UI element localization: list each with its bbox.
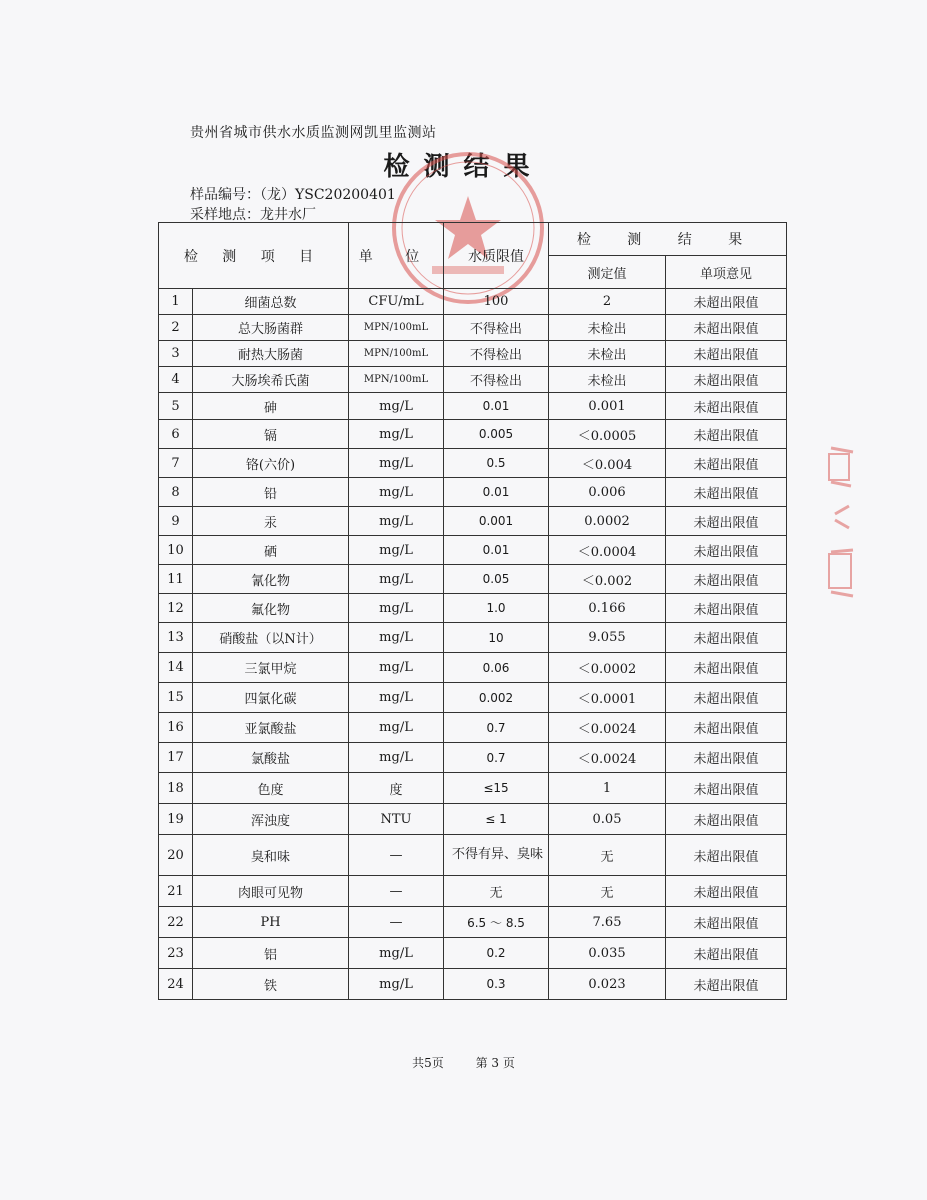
opinion: 未超出限值 [666, 341, 787, 367]
header-measured: 测定值 [549, 256, 666, 289]
measured-value: 未检出 [549, 367, 666, 393]
measured-value: 未检出 [549, 315, 666, 341]
opinion: 未超出限值 [666, 623, 787, 653]
opinion: 未超出限值 [666, 683, 787, 713]
unit: mg/L [349, 536, 444, 565]
measured-value: 0.035 [549, 938, 666, 969]
limit: ≤ 1 [444, 804, 549, 835]
table-row [159, 713, 787, 743]
table-row [159, 341, 787, 367]
item-name: 硝酸盐（以N计） [193, 623, 349, 653]
limit: 不得检出 [444, 341, 549, 367]
item-name: 耐热大肠菌 [193, 341, 349, 367]
table-row [159, 683, 787, 713]
measured-value: ＜0.0001 [549, 683, 666, 713]
limit: 0.01 [444, 536, 549, 565]
row-number: 16 [159, 713, 193, 743]
sample-number [190, 184, 396, 204]
table-row [159, 907, 787, 938]
opinion: 未超出限值 [666, 507, 787, 536]
limit: 0.7 [444, 743, 549, 773]
results-body [159, 289, 787, 1000]
opinion: 未超出限值 [666, 713, 787, 743]
table-row [159, 289, 787, 315]
item-name: 四氯化碳 [193, 683, 349, 713]
opinion: 未超出限值 [666, 393, 787, 420]
table-row [159, 449, 787, 478]
measured-value: ＜0.0024 [549, 743, 666, 773]
row-number: 7 [159, 449, 193, 478]
row-number: 11 [159, 565, 193, 594]
row-number: 12 [159, 594, 193, 623]
unit: mg/L [349, 420, 444, 449]
row-number: 22 [159, 907, 193, 938]
item-name: 硒 [193, 536, 349, 565]
limit: 无 [444, 876, 549, 907]
table-row [159, 478, 787, 507]
sample-number-value: （龙）YSC20200401 [260, 187, 396, 203]
table-row [159, 420, 787, 449]
item-name: 汞 [193, 507, 349, 536]
table-row [159, 773, 787, 804]
opinion: 未超出限值 [666, 315, 787, 341]
table-row [159, 536, 787, 565]
limit: 0.7 [444, 713, 549, 743]
current-page: 第 3 页 [475, 1056, 515, 1070]
row-number: 5 [159, 393, 193, 420]
limit: 0.05 [444, 565, 549, 594]
measured-value: ＜0.0024 [549, 713, 666, 743]
row-number: 4 [159, 367, 193, 393]
opinion: 未超出限值 [666, 289, 787, 315]
limit: 不得检出 [444, 315, 549, 341]
table-row [159, 804, 787, 835]
opinion: 未超出限值 [666, 804, 787, 835]
table-row [159, 835, 787, 876]
total-pages: 共5页 [412, 1056, 444, 1070]
item-name: 铬(六价) [193, 449, 349, 478]
organization-name: 贵州省城市供水水质监测网凯里监测站 [190, 125, 437, 141]
measured-value: 0.001 [549, 393, 666, 420]
item-name: 砷 [193, 393, 349, 420]
limit: 1.0 [444, 594, 549, 623]
limit: 0.01 [444, 393, 549, 420]
opinion: 未超出限值 [666, 420, 787, 449]
row-number: 23 [159, 938, 193, 969]
item-name: 亚氯酸盐 [193, 713, 349, 743]
header-opinion: 单项意见 [666, 256, 787, 289]
edge-seal-icon [827, 442, 857, 602]
table-row [159, 653, 787, 683]
item-name: 肉眼可见物 [193, 876, 349, 907]
row-number: 2 [159, 315, 193, 341]
measured-value: 0.05 [549, 804, 666, 835]
unit: MPN/100mL [349, 315, 444, 341]
limit: 0.5 [444, 449, 549, 478]
table-row [159, 623, 787, 653]
opinion: 未超出限值 [666, 743, 787, 773]
measured-value: ＜0.002 [549, 565, 666, 594]
unit: mg/L [349, 713, 444, 743]
row-number: 24 [159, 969, 193, 1000]
page-title: 检测结果 [383, 152, 544, 182]
opinion: 未超出限值 [666, 565, 787, 594]
table-row [159, 315, 787, 341]
measured-value: 0.166 [549, 594, 666, 623]
unit: — [349, 876, 444, 907]
header-item: 检 测 项 目 [159, 223, 349, 289]
measured-value: 无 [549, 835, 666, 876]
unit: mg/L [349, 743, 444, 773]
measured-value: 未检出 [549, 341, 666, 367]
row-number: 10 [159, 536, 193, 565]
limit: ≤15 [444, 773, 549, 804]
item-name: 铅 [193, 478, 349, 507]
limit: 不得有异、臭味 [444, 835, 549, 876]
opinion: 未超出限值 [666, 876, 787, 907]
opinion: 未超出限值 [666, 594, 787, 623]
unit: 度 [349, 773, 444, 804]
measured-value: ＜0.004 [549, 449, 666, 478]
row-number: 9 [159, 507, 193, 536]
row-number: 18 [159, 773, 193, 804]
unit: — [349, 907, 444, 938]
limit: 0.2 [444, 938, 549, 969]
unit: MPN/100mL [349, 341, 444, 367]
unit: mg/L [349, 449, 444, 478]
sampling-location [190, 204, 316, 224]
measured-value: 2 [549, 289, 666, 315]
row-number: 3 [159, 341, 193, 367]
row-number: 17 [159, 743, 193, 773]
measured-value: 0.023 [549, 969, 666, 1000]
item-name: 氟化物 [193, 594, 349, 623]
item-name: 镉 [193, 420, 349, 449]
opinion: 未超出限值 [666, 367, 787, 393]
item-name: 总大肠菌群 [193, 315, 349, 341]
measured-value: ＜0.0002 [549, 653, 666, 683]
measured-value: ＜0.0005 [549, 420, 666, 449]
row-number: 13 [159, 623, 193, 653]
measured-value: 9.055 [549, 623, 666, 653]
item-name: 臭和味 [193, 835, 349, 876]
limit: 6.5 ～ 8.5 [444, 907, 549, 938]
table-row [159, 565, 787, 594]
item-name: 浑浊度 [193, 804, 349, 835]
unit: mg/L [349, 623, 444, 653]
limit: 0.001 [444, 507, 549, 536]
table-row [159, 594, 787, 623]
limit: 0.01 [444, 478, 549, 507]
item-name: 大肠埃希氏菌 [193, 367, 349, 393]
sampling-location-label: 采样地点： [190, 207, 260, 223]
measured-value: ＜0.0004 [549, 536, 666, 565]
item-name: 三氯甲烷 [193, 653, 349, 683]
unit: NTU [349, 804, 444, 835]
opinion: 未超出限值 [666, 449, 787, 478]
limit: 0.002 [444, 683, 549, 713]
limit: 10 [444, 623, 549, 653]
opinion: 未超出限值 [666, 969, 787, 1000]
unit: CFU/mL [349, 289, 444, 315]
unit: mg/L [349, 938, 444, 969]
header-unit: 单 位 [349, 223, 444, 289]
row-number: 6 [159, 420, 193, 449]
row-number: 19 [159, 804, 193, 835]
measured-value: 无 [549, 876, 666, 907]
measured-value: 0.0002 [549, 507, 666, 536]
opinion: 未超出限值 [666, 835, 787, 876]
item-name: 色度 [193, 773, 349, 804]
unit: mg/L [349, 507, 444, 536]
opinion: 未超出限值 [666, 478, 787, 507]
measured-value: 0.006 [549, 478, 666, 507]
sample-number-label: 样品编号： [190, 187, 260, 203]
unit: mg/L [349, 393, 444, 420]
sampling-location-value: 龙井水厂 [260, 207, 316, 223]
row-number: 1 [159, 289, 193, 315]
unit: mg/L [349, 969, 444, 1000]
page-footer [0, 1054, 927, 1071]
header-result: 检 测 结 果 [549, 223, 787, 256]
item-name: 细菌总数 [193, 289, 349, 315]
table-row [159, 507, 787, 536]
unit: mg/L [349, 683, 444, 713]
table-row [159, 938, 787, 969]
measured-value: 7.65 [549, 907, 666, 938]
unit: mg/L [349, 653, 444, 683]
opinion: 未超出限值 [666, 938, 787, 969]
opinion: 未超出限值 [666, 907, 787, 938]
results-table [158, 222, 787, 1000]
item-name: 铝 [193, 938, 349, 969]
table-row [159, 393, 787, 420]
opinion: 未超出限值 [666, 773, 787, 804]
opinion: 未超出限值 [666, 653, 787, 683]
unit: MPN/100mL [349, 367, 444, 393]
table-row [159, 876, 787, 907]
row-number: 15 [159, 683, 193, 713]
unit: mg/L [349, 594, 444, 623]
unit: mg/L [349, 565, 444, 594]
item-name: 氰化物 [193, 565, 349, 594]
table-row [159, 367, 787, 393]
item-name: 氯酸盐 [193, 743, 349, 773]
row-number: 14 [159, 653, 193, 683]
table-row [159, 743, 787, 773]
opinion: 未超出限值 [666, 536, 787, 565]
header-limit: 水质限值 [444, 223, 549, 289]
row-number: 8 [159, 478, 193, 507]
unit: — [349, 835, 444, 876]
limit: 100 [444, 289, 549, 315]
item-name: PH [193, 907, 349, 938]
limit: 不得检出 [444, 367, 549, 393]
limit: 0.06 [444, 653, 549, 683]
row-number: 20 [159, 835, 193, 876]
limit: 0.3 [444, 969, 549, 1000]
item-name: 铁 [193, 969, 349, 1000]
row-number: 21 [159, 876, 193, 907]
unit: mg/L [349, 478, 444, 507]
table-row [159, 969, 787, 1000]
measured-value: 1 [549, 773, 666, 804]
limit: 0.005 [444, 420, 549, 449]
